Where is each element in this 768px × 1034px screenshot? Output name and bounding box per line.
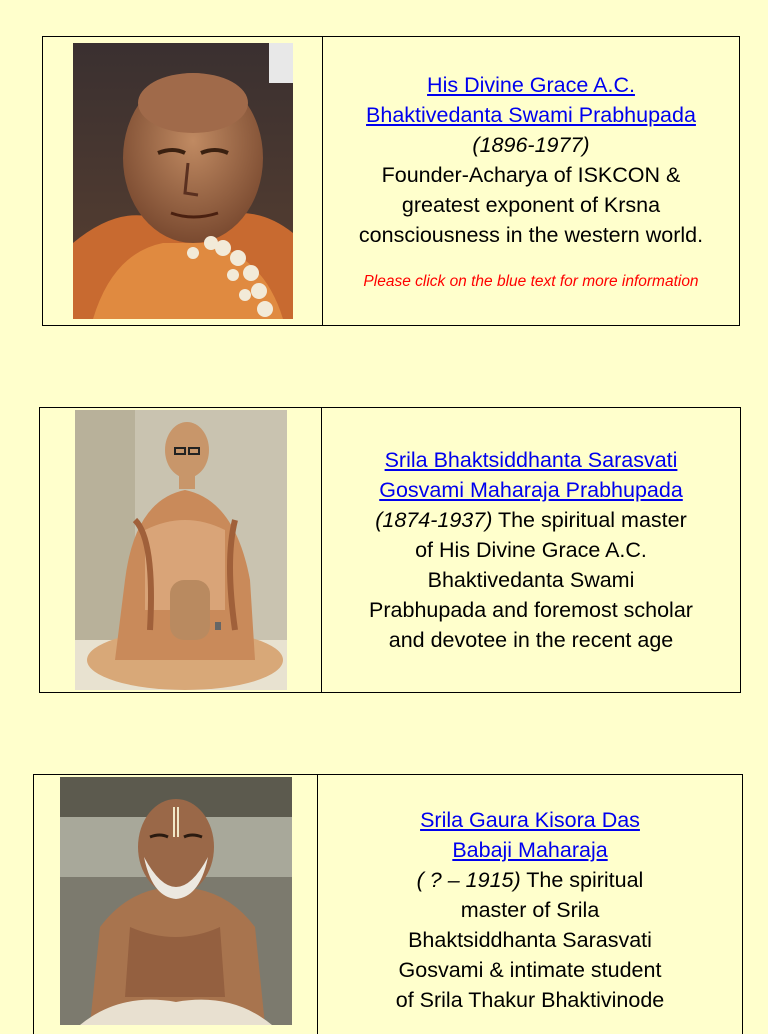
gaura-kisora-desc-first: The spiritual <box>520 868 644 892</box>
gaura-kisora-desc-line: Gosvami & intimate student <box>398 958 662 982</box>
guru-text-cell <box>318 775 742 1034</box>
guru-text-cell <box>322 408 740 692</box>
bhaktisiddhanta-intro <box>375 505 687 535</box>
photo-cell <box>43 37 323 325</box>
prabhupada-link-line2[interactable]: Bhaktivedanta Swami Prabhupada <box>366 103 696 127</box>
bhaktisiddhanta-desc-line: of His Divine Grace A.C. <box>415 538 647 562</box>
prabhupada-desc-line: greatest exponent of Krsna <box>401 193 661 217</box>
photo-cell <box>40 408 322 692</box>
bhaktisiddhanta-desc-first: The spiritual master <box>492 508 687 532</box>
bhaktisiddhanta-desc-line: Prabhupada and foremost scholar <box>369 598 693 622</box>
photo-cell <box>34 775 318 1034</box>
click-info-note: Please click on the blue text for more information <box>363 273 699 290</box>
gaura-kisora-desc-line: Bhaktsiddhanta Sarasvati <box>408 928 652 952</box>
prabhupada-desc-line: Founder-Acharya of ISKCON & <box>381 163 681 187</box>
bhaktisiddhanta-desc-line: Bhaktivedanta Swami <box>427 568 635 592</box>
portrait-bhaktisiddhanta-image <box>75 410 287 690</box>
bhaktisiddhanta-link-line2[interactable]: Gosvami Maharaja Prabhupada <box>379 478 683 502</box>
prabhupada-link-line1[interactable]: His Divine Grace A.C. <box>427 73 635 97</box>
guru-card-gaura-kisora <box>33 774 743 1034</box>
guru-text-cell <box>323 37 739 325</box>
gaura-kisora-link-line2[interactable]: Babaji Maharaja <box>452 838 608 862</box>
gaura-kisora-intro <box>417 865 644 895</box>
gaura-kisora-years: ( ? – 1915) <box>416 868 521 892</box>
bhaktisiddhanta-years: (1874-1937) <box>375 508 493 532</box>
bhaktisiddhanta-desc-line: and devotee in the recent age <box>388 628 674 652</box>
prabhupada-years: (1896-1977) <box>472 133 590 157</box>
guru-card-bhaktisiddhanta <box>39 407 741 693</box>
guru-card-prabhupada <box>42 36 740 326</box>
portrait-prabhupada-image <box>73 43 293 319</box>
bhaktisiddhanta-link-line1[interactable]: Srila Bhaktsiddhanta Sarasvati <box>384 448 678 472</box>
gaura-kisora-desc-line: master of Srila <box>460 898 600 922</box>
portrait-gaura-kisora-image <box>60 777 292 1025</box>
prabhupada-desc-line: consciousness in the western world. <box>358 223 704 247</box>
gaura-kisora-desc-line: of Srila Thakur Bhaktivinode <box>395 988 665 1012</box>
gaura-kisora-link-line1[interactable]: Srila Gaura Kisora Das <box>420 808 640 832</box>
